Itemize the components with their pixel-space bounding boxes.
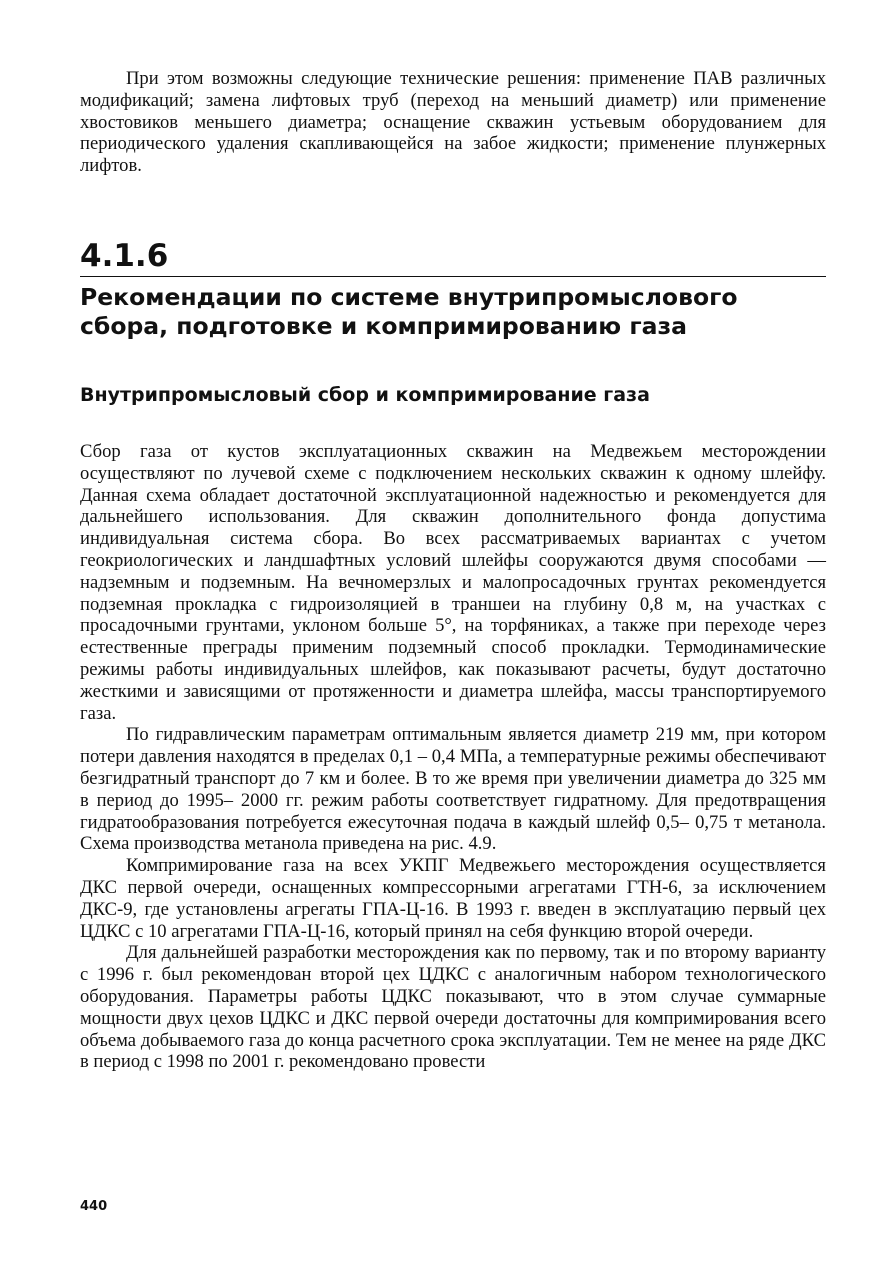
section-divider xyxy=(80,276,826,277)
section-number: 4.1.6 xyxy=(80,238,169,274)
subsection-title: Внутрипромысловый сбор и компримирование газа xyxy=(80,384,650,406)
intro-block xyxy=(80,68,826,177)
intro-paragraph: При этом возможны следующие технические решения: применение ПАВ различных модификаций; замена лифтовых труб (переход на меньший диаметр) или применение хвостовиков меньшего диаметра; оснащение скважин устьевым оборудованием для периодического удаления скапливающейся на забое жидкости; применение плунжерных лифтов. xyxy=(80,68,826,177)
section-title: Рекомендации по системе внутрипромыслового сбора, подготовке и компримированию газа xyxy=(80,283,738,340)
body-paragraph: По гидравлическим параметрам оптимальным является диаметр 219 мм, при котором потери давления находятся в пределах 0,1 – 0,4 МПа, а температурные режимы обеспечивают безгидратный транспорт до 7 км и более. В то же время при увеличении диаметра до 325 мм в период до 1995– 2000 гг. режим работы соответствует гидратному. Для предотвращения гидратообразования потребуется ежесуточная подача в каждый шлейф 0,5– 0,75 т метанола. Схема производства метанола приведена на рис. 4.9. xyxy=(80,724,826,855)
body-paragraph: Сбор газа от кустов эксплуатационных скважин на Медвежьем месторождении осуществляют по лучевой схеме с подключением нескольких скважин к одному шлейфу. Данная схема обладает достаточной эксплуатационной надежностью и рекомендуется для дальнейшего использования. Для скважин дополнительного фонда допустима индивидуальная система сбора. Во всех рассматриваемых вариантах с учетом геокриологических и ландшафтных условий шлейфы сооружаются двумя способами — надземным и подземным. На вечномерзлых и малопросадочных грунтах рекомендуется подземная прокладка с гидроизоляцией в траншеи на глубину 0,8 м, на участках с просадочными грунтами, уклоном больше 5°, на торфяниках, а также при переходе через естественные преграды применим подземный способ прокладки. Термодинамические режимы работы индивидуальных шлейфов, как показывают расчеты, будут достаточно жесткими и зависящими от протяженности и диаметра шлейфа, массы транспортируемого газа. xyxy=(80,441,826,724)
body-text xyxy=(80,441,826,1073)
body-paragraph: Для дальнейшей разработки месторождения как по первому, так и по второму варианту с 1996 г. был рекомендован второй цех ЦДКС с аналогичным набором технологического оборудования. Параметры работы ЦДКС показывают, что в этом случае суммарные мощности двух цехов ЦДКС и ДКС первой очереди достаточны для компримирования всего объема добываемого газа до конца расчетного срока эксплуатации. Тем не менее на ряде ДКС в период с 1998 по 2001 г. рекомендовано провести xyxy=(80,942,826,1073)
body-paragraph: Компримирование газа на всех УКПГ Медвежьего месторождения осуществляется ДКС первой очереди, оснащенных компрессорными агрегатами ГТН-6, за исключением ДКС-9, где установлены агрегаты ГПА-Ц-16. В 1993 г. введен в эксплуатацию первый цех ЦДКС с 10 агрегатами ГПА-Ц-16, который принял на себя функцию второй очереди. xyxy=(80,855,826,942)
page-number: 440 xyxy=(80,1199,108,1214)
